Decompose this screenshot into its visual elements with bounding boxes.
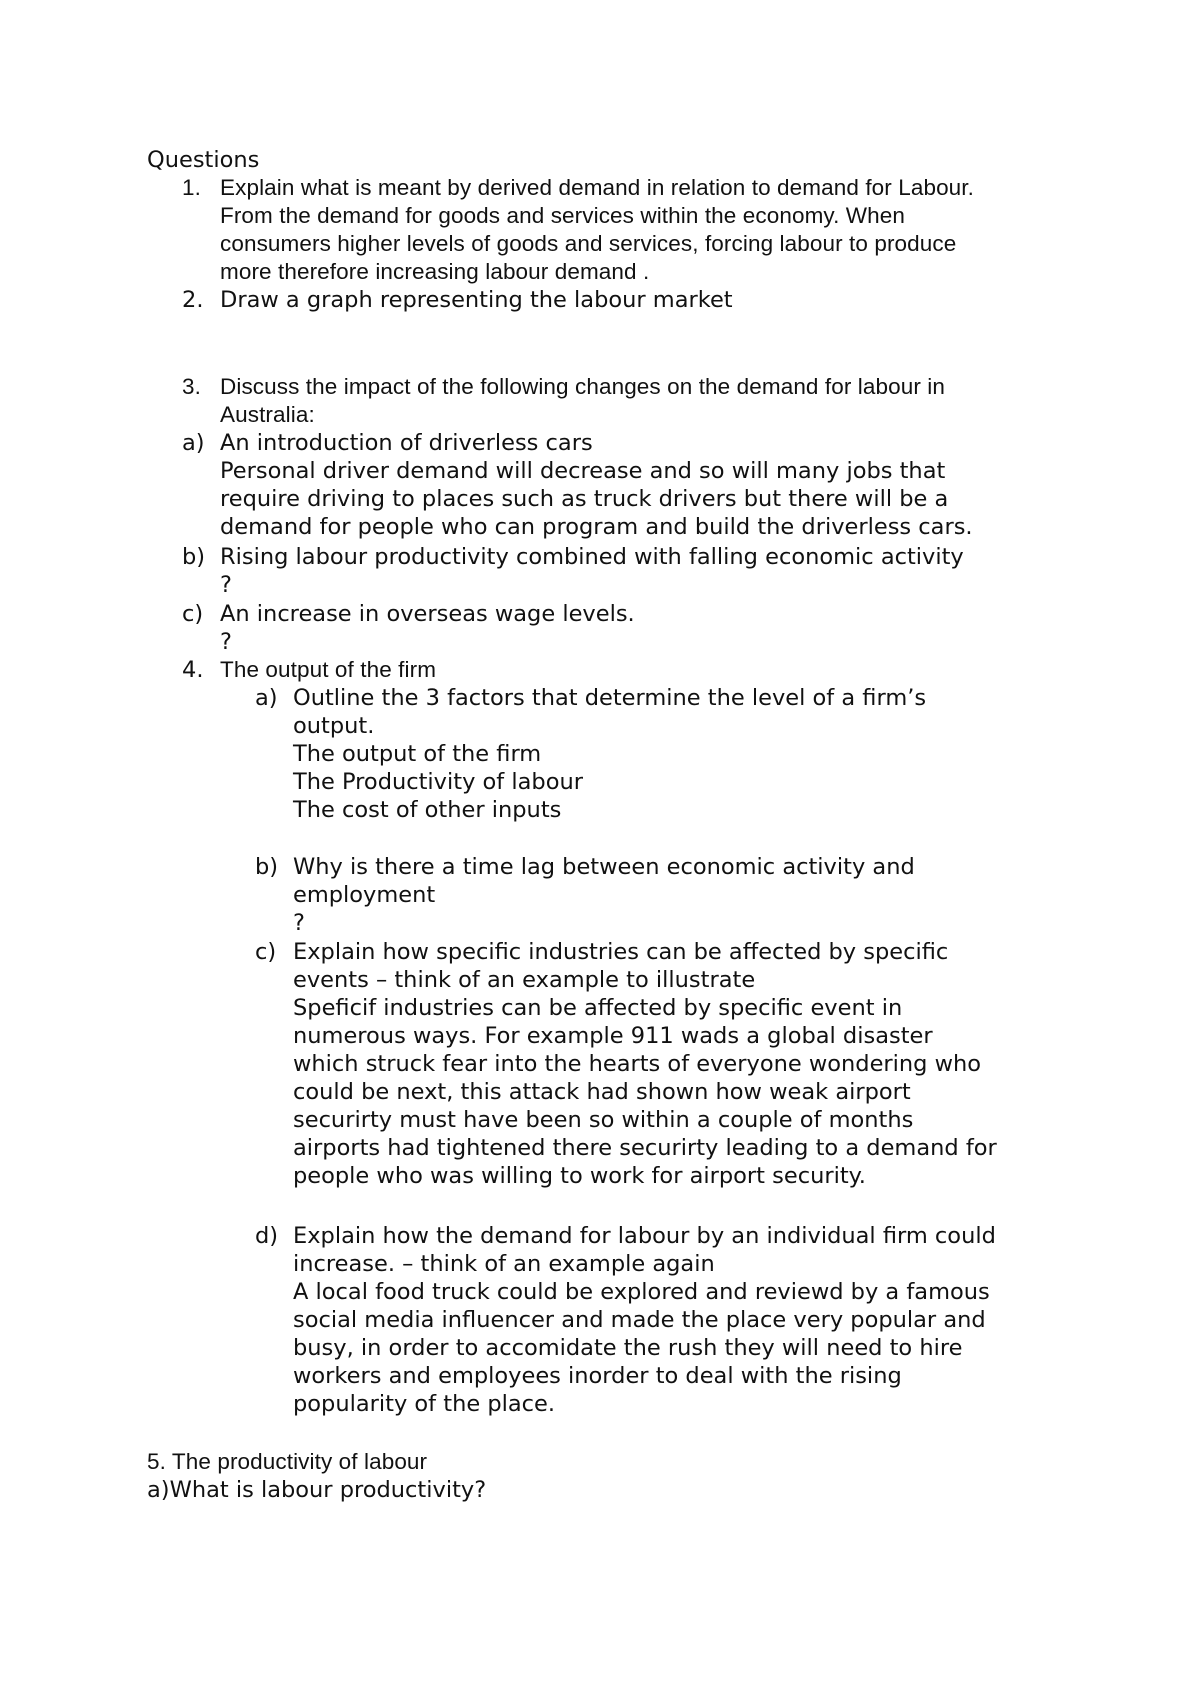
q1-answer-line: more therefore increasing labour demand .: [220, 259, 650, 284]
q3a-answer-line: Personal driver demand will decrease and so will many jobs that: [220, 458, 946, 484]
q1-question: Explain what is meant by derived demand in relation to demand for Labour.: [220, 175, 974, 200]
q4a-answer-line: The output of the firm: [293, 741, 542, 767]
q3b-question: Rising labour productivity combined with falling economic activity: [220, 544, 964, 570]
q3-question-line: Australia:: [220, 402, 315, 427]
q2-number: 2.: [182, 287, 204, 313]
q4a-label: a): [255, 685, 278, 711]
q3b-answer: ?: [220, 572, 232, 598]
q4c-question-line: Explain how specific industries can be affected by specific: [293, 939, 949, 965]
q5-title: 5. The productivity of labour: [147, 1449, 428, 1474]
q5a-question: a)What is labour productivity?: [147, 1477, 487, 1503]
q4b-label: b): [255, 854, 279, 880]
q3b-label: b): [182, 544, 206, 570]
q4d-answer-line: workers and employees inorder to deal with the rising: [293, 1363, 902, 1389]
q3a-answer-line: require driving to places such as truck drivers but there will be a: [220, 486, 949, 512]
q4c-answer-line: airports had tightened there securirty leading to a demand for: [293, 1135, 997, 1161]
q4a-question-line: Outline the 3 factors that determine the level of a firm’s: [293, 685, 927, 711]
q4d-answer-line: social media influencer and made the place very popular and: [293, 1307, 986, 1333]
q4d-answer-line: busy, in order to accomidate the rush they will need to hire: [293, 1335, 963, 1361]
q3a-label: a): [182, 430, 205, 456]
q4-title: The output of the firm: [220, 657, 437, 682]
q3-question-line: Discuss the impact of the following changes on the demand for labour in: [220, 374, 946, 399]
q3a-answer-line: demand for people who can program and build the driverless cars.: [220, 514, 973, 540]
q4b-question-line: employment: [293, 882, 436, 908]
q4b-question-line: Why is there a time lag between economic activity and: [293, 854, 915, 880]
page-title: Questions: [147, 147, 260, 173]
q4c-answer-line: people who was willing to work for airport security.: [293, 1163, 866, 1189]
q4a-question-line: output.: [293, 713, 375, 739]
q1-number: 1.: [182, 175, 201, 200]
q4c-answer-line: could be next, this attack had shown how weak airport: [293, 1079, 911, 1105]
q4d-answer-line: A local food truck could be explored and reviewd by a famous: [293, 1279, 990, 1305]
q4c-answer-line: numerous ways. For example 911 wads a global disaster: [293, 1023, 933, 1049]
q3a-question: An introduction of driverless cars: [220, 430, 593, 456]
q4d-answer-line: popularity of the place.: [293, 1391, 556, 1417]
q4c-answer-line: securirty must have been so within a couple of months: [293, 1107, 914, 1133]
q4d-question-line: Explain how the demand for labour by an individual firm could: [293, 1223, 996, 1249]
q4c-question-line: events – think of an example to illustrate: [293, 967, 756, 993]
q4a-answer-line: The Productivity of labour: [293, 769, 583, 795]
q1-answer-line: From the demand for goods and services within the economy. When: [220, 203, 905, 228]
q3c-label: c): [182, 601, 204, 627]
q4d-label: d): [255, 1223, 279, 1249]
q4-number: 4.: [182, 657, 204, 683]
q3c-answer: ?: [220, 629, 232, 655]
q4c-label: c): [255, 939, 277, 965]
q3-number: 3.: [182, 374, 201, 399]
q4b-answer: ?: [293, 910, 305, 936]
q3c-question: An increase in overseas wage levels.: [220, 601, 635, 627]
q4c-answer-line: Speficif industries can be affected by specific event in: [293, 995, 903, 1021]
q4c-answer-line: which struck fear into the hearts of everyone wondering who: [293, 1051, 982, 1077]
q4a-answer-line: The cost of other inputs: [293, 797, 562, 823]
q1-answer-line: consumers higher levels of goods and services, forcing labour to produce: [220, 231, 957, 256]
q4d-question-line: increase. – think of an example again: [293, 1251, 715, 1277]
q2-question: Draw a graph representing the labour market: [220, 287, 733, 313]
